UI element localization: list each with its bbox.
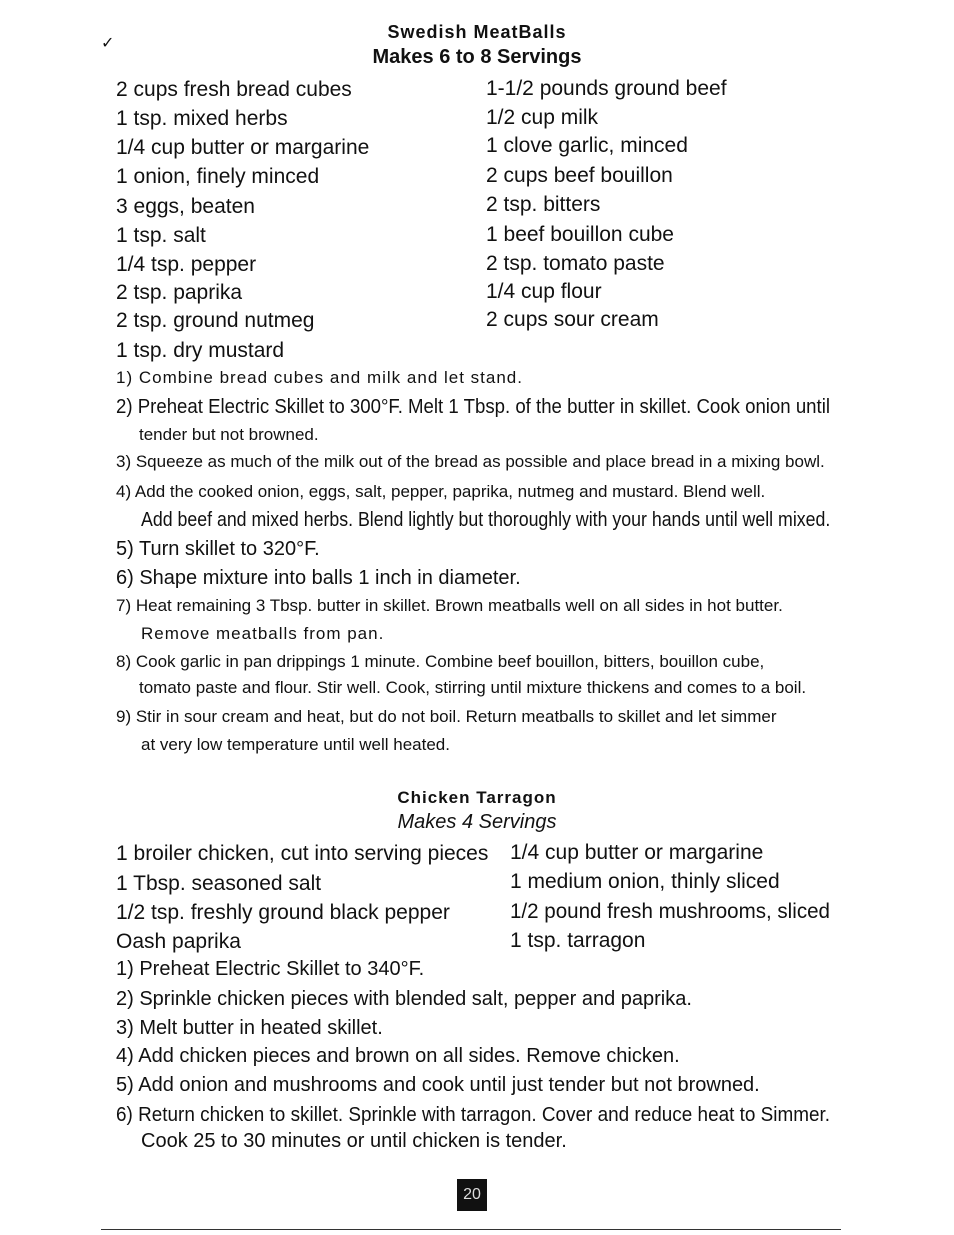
step-line: tomato paste and flour. Stir well. Cook, stirring until mixture thickens and comes to a boil. — [139, 678, 807, 697]
recipe2-title: Chicken Tarragon — [397, 788, 557, 807]
step-line: 6) Shape mixture into balls 1 inch in diameter. — [116, 567, 521, 589]
step-line: 4) Add chicken pieces and brown on all sides. Remove chicken. — [116, 1045, 680, 1067]
ingredient: 1/4 cup butter or margarine — [510, 841, 764, 864]
step-line: Cook 25 to 30 minutes or until chicken is tender. — [141, 1130, 567, 1152]
step-line: 9) Stir in sour cream and heat, but do not boil. Return meatballs to skillet and let simmer — [116, 707, 777, 726]
step-line: 2) Preheat Electric Skillet to 300°F. Melt 1 Tbsp. of the butter in skillet. Cook onion until — [116, 396, 830, 418]
ingredient: 1 medium onion, thinly sliced — [510, 870, 780, 893]
step-line: 7) Heat remaining 3 Tbsp. butter in skillet. Brown meatballs well on all sides in hot butter. — [116, 596, 783, 615]
ingredient: 1 tsp. dry mustard — [116, 339, 285, 362]
ingredient: 1/4 cup butter or margarine — [116, 136, 370, 159]
step-line: 1) Preheat Electric Skillet to 340°F. — [116, 958, 425, 980]
page-number: 20 — [457, 1179, 487, 1211]
recipe2-servings: Makes 4 Servings — [397, 811, 557, 833]
ingredient: 1 Tbsp. seasoned salt — [116, 872, 322, 895]
ingredient: 1 beef bouillon cube — [486, 223, 674, 246]
ingredient: 2 cups sour cream — [486, 308, 659, 331]
ingredient: 1-1/2 pounds ground beef — [486, 77, 727, 100]
ingredient: 2 cups fresh bread cubes — [116, 78, 352, 101]
step-line: tender but not browned. — [139, 425, 319, 444]
step-line: 5) Turn skillet to 320°F. — [116, 538, 320, 560]
ingredient: 2 tsp. ground nutmeg — [116, 309, 315, 332]
step-line: 3) Melt butter in heated skillet. — [116, 1017, 383, 1039]
recipe1-servings: Makes 6 to 8 Servings — [372, 46, 582, 68]
ingredient: Oash paprika — [116, 930, 241, 953]
step-line: 1) Combine bread cubes and milk and let stand. — [116, 368, 523, 387]
ingredient: 1 tsp. salt — [116, 224, 206, 247]
ingredient: 1/2 cup milk — [486, 106, 599, 129]
ingredient: 1/4 cup flour — [486, 280, 602, 303]
ingredient: 2 cups beef bouillon — [486, 164, 673, 187]
ingredient: 1 clove garlic, minced — [486, 134, 688, 157]
step-line: Add beef and mixed herbs. Blend lightly but thoroughly with your hands until well mixed. — [141, 509, 831, 531]
ingredient: 1 tsp. mixed herbs — [116, 107, 288, 130]
ingredient: 2 tsp. paprika — [116, 281, 243, 304]
step-line: 5) Add onion and mushrooms and cook until just tender but not browned. — [116, 1074, 760, 1096]
step-line: 4) Add the cooked onion, eggs, salt, pepper, paprika, nutmeg and mustard. Blend well. — [116, 482, 766, 501]
step-line: 3) Squeeze as much of the milk out of the bread as possible and place bread in a mixing bowl. — [116, 452, 825, 471]
ingredient: 1 onion, finely minced — [116, 165, 320, 188]
step-line: at very low temperature until well heated. — [141, 735, 450, 754]
ingredient: 1 tsp. tarragon — [510, 929, 646, 952]
recipe1-title: Swedish MeatBalls — [387, 22, 567, 42]
ingredient: 2 tsp. bitters — [486, 193, 601, 216]
step-line: Remove meatballs from pan. — [141, 624, 385, 643]
step-line: 8) Cook garlic in pan drippings 1 minute. Combine beef bouillon, bitters, bouillon cube, — [116, 652, 765, 671]
step-line: 6) Return chicken to skillet. Sprinkle with tarragon. Cover and reduce heat to Simmer. — [116, 1104, 831, 1126]
ingredient: 1 broiler chicken, cut into serving pieces — [116, 842, 489, 865]
corner-mark: ✓ — [101, 35, 115, 52]
footer-divider — [101, 1229, 841, 1230]
ingredient: 2 tsp. tomato paste — [486, 252, 665, 275]
ingredient: 1/4 tsp. pepper — [116, 253, 257, 276]
ingredient: 1/2 pound fresh mushrooms, sliced — [510, 900, 830, 923]
ingredient: 3 eggs, beaten — [116, 195, 255, 218]
ingredient: 1/2 tsp. freshly ground black pepper — [116, 901, 450, 924]
step-line: 2) Sprinkle chicken pieces with blended salt, pepper and paprika. — [116, 988, 692, 1010]
